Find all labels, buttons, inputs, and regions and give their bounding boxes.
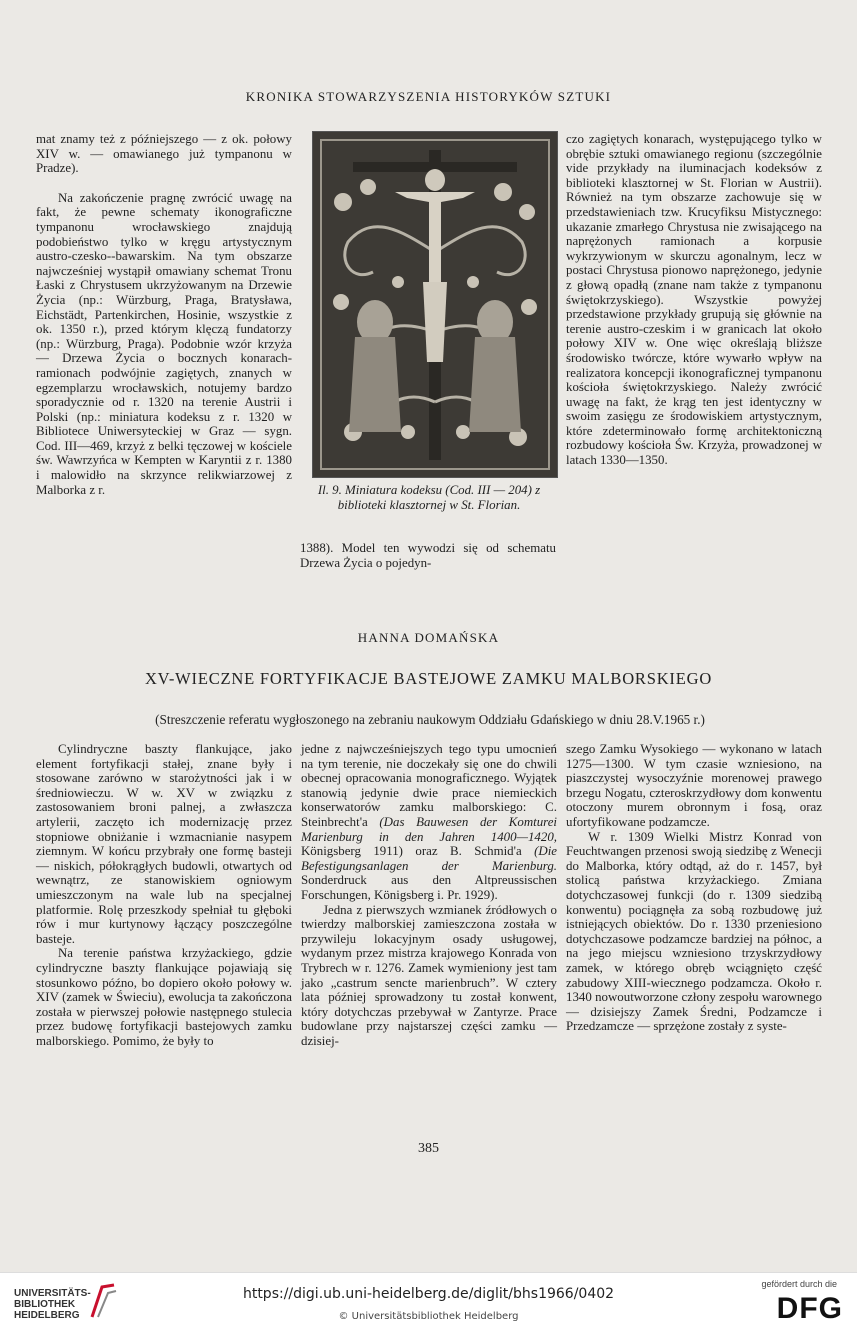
paragraph: Cylindryczne baszty flankujące, jako element fortyfikacji stałej, znane były i stosowane zarówno w starożytności jak i w średniowieczu. W w. XV w związku z zastosowaniem broni palnej, a zwłaszcza artylerii, zaczęto ich modernizację przez stopniowe obniżanie i wzmacnianie nasypem ziemnym. W końcu przybrały one formę basteji — niskich, półokrągłych budowli, otwartych od wewnątrz, ze stanowiskiem ogniowym umieszczonym na wale lub na specjalnej platformie. Rolę przeszkody spełniał tu głęboki rów i mur kurtynowy łączący poszczególne basteje. [36, 742, 292, 946]
copyright-notice: © Universitätsbibliothek Heidelberg [338, 1311, 519, 1322]
viewer-footer [0, 1272, 857, 1335]
figure-caption: Il. 9. Miniatura kodeksu (Cod. III — 204) z biblioteki klasztornej w St. Florian. [317, 483, 541, 512]
text-run: jedne z najwcześniejszych tego typu umocnień na tym terenie, nie doczekały się one do chwili obecnej opracowania monograficznego. Wyjątek stanowią jedynie dwie prace niemieckich konserwatorów zamku malborskiego: C. Steinbrecht'a [301, 742, 557, 829]
paragraph: Na zakończenie pragnę zwrócić uwagę na fakt, że pewne schematy ikonograficzne tympanonu wrocławskiego znajdują podobieństwo tylko w kręgu artystycznym austro-czesko--bawarskim. Na tym obszarze najwcześniej wystąpił omawiany schemat Tronu Łaski z Chrystusem ukrzyżowanym na Drzewie Życia (np.: Würzburg, Praga, Bratysława, Eichstädt, Partenkirchen, Hosinie, wszystkie z ok. 1350 r.), przed którym klęczą fundatorzy (np.: Würzburg, Praga). Podobnie wzór krzyża — Drzewa Życia o bocznych konarach-ramionach podwójnie zagiętych, znanych w egzemplarzu wrocławskich, notujemy bardzo sporadycznie od r. 1320 na terenie Austrii i Polski (np.: miniatura kodeksu z r. 1320 w Bibliotece Uniwersyteckiej w Graz — sygn. Cod. III—469, krzyż z belki tęczowej w kościele św. Wawrzyńca w Kempten w Karyntii z r. 1380 i malowidło na skrzynce relikwiarzowej z Malborka z r. [36, 190, 292, 497]
citation-title: (Das Bauwesen der Komturei Marienburg in den Jahren 1400—1420, [301, 814, 558, 844]
paragraph: szego Zamku Wysokiego — wykonano w latach 1275—1300. W tym czasie wzniesiono, na piaszczystej wysoczyźnie morenowej prawego brzegu Nogatu, czteroskrzydłowy dom konwentu otoczony murem obronnym i fosą, oraz ufortyfikowane podzamcze. [566, 742, 822, 829]
miniature-illustration [312, 131, 558, 478]
paragraph: Jedna z pierwszych wzmianek źródłowych o twierdzy malborskiej zamieszczona została w przywileju lokacyjnym osady usługowej, wydanym przez mistrza krajowego Konrada von Trybrech w r. 1276. Zamek wymieniony jest tam jako „castrum sencte marienbruch”. W cztery lata później sprowadzony tu został konwent, który dotychczas przebywał w Zantyrze. Prace budowlane przy najstarszej części zamku — dzisiej- [301, 902, 557, 1048]
article-author: HANNA DOMAŃSKA [357, 630, 500, 645]
article-column-3 [566, 742, 822, 1034]
article-column-1 [36, 742, 292, 1048]
paragraph: mat znamy też z późniejszego — z ok. połowy XIV w. — omawianego już tympanonu w Pradze). [36, 132, 292, 176]
text-run: Sonderdruck aus den Altpreussischen Forschungen, Königsberg i. Pr. 1929). [301, 873, 557, 902]
logo-line: UNIVERSITÄTS- [14, 1288, 91, 1299]
top-middle-bottom-text [300, 541, 556, 570]
citation-title: (Die Befestigungsanlagen der Marienburg. [301, 844, 557, 873]
funding-label: gefördert durch die [761, 1279, 837, 1289]
paragraph: 1388). Model ten wywodzi się od schematu Drzewa Życia o pojedyn- [300, 541, 556, 570]
dfg-logo[interactable]: DFG [776, 1292, 843, 1325]
page-number: 385 [418, 1141, 439, 1156]
article-title: XV-WIECZNE FORTYFIKACJE BASTEJOWE ZAMKU MALBORSKIEGO [144, 669, 713, 688]
paragraph: czo zagiętych konarach, występującego tylko w obrębie sztuki omawianego regionu (szczególnie vide przykłady na iluminacjach kodeksów z biblioteki klasztornej w St. Florian w Austrii). Również na tym obszarze zachowuje się w przedstawieniach tzw. Krucyfiksu Mistycznego: ukazanie zmarłego Chrystusa nie zwisającego na naprężonych ramionach a korpusie wykrzywionym w skurczu agonalnym, lecz w postaci Chrystusa pionowo naprężonego, jedynie z głową opadłą (znane nam także z tympanonu świętokrzyskiego). Wszystkie powyżej przedstawione przykłady grupują się głównie na terenie austro-czeskim i w granicach lat około połowy XIV w. One więc określają bliższe środowisko twórcze, które wywarło wpływ na realizatora koncepcji ikonograficznej tympanonu kościoła świętokrzyskiego. Należy zwrócić uwagę na fakt, że krąg ten jest identyczny w swoim zasięgu ze środowiskiem artystycznym, które zdeterminowało formę architektoniczną rozbudowy kościoła Św. Krzyża, prowadzonej w latach 1330—1350. [566, 132, 822, 468]
running-head: KRONIKA STOWARZYSZENIA HISTORYKÓW SZTUKI [245, 89, 612, 104]
logo-line: HEIDELBERG [14, 1310, 80, 1321]
summary-note: (Streszczenie referatu wygłoszonego na zebraniu naukowym Oddziału Gdańskiego w dniu 28.V.1965 r.) [155, 712, 705, 727]
permalink-url[interactable]: https://digi.ub.uni-heidelberg.de/diglit/bhs1966/0402 [242, 1286, 615, 1302]
text-run: Königsberg 1911) oraz B. Schmid'a [301, 844, 535, 859]
paragraph [301, 742, 557, 903]
top-right-column [566, 132, 822, 468]
crucifixion-tree-of-life-image [313, 132, 557, 477]
paragraph: W r. 1309 Wielki Mistrz Konrad von Feuchtwangen przenosi swoją siedzibę z Wenecji do Malborka, który odtąd, aż do r. 1457, był stolicą państwa krzyżackiego. Zmiana dotychczasowej funkcji (do r. 1309 siedzibą konwentu) pociągnęła za sobą rozbudowę już istniejących obiektów. Do r. 1330 przeniesiono dotychczasowe podzamcze bardziej na północ, a na jego miejscu wzniesiono trzyskrzydłowy zamek, w którego obręb wciągnięto część zabudowy XIII-wiecznego podzamcza. Około r. 1340 nowoutworzone człony zespołu warownego — dzisiejszy Zamek Średni, Podzamcze i Przedzamcze — sprzężone zostały z syste- [566, 829, 822, 1034]
paragraph: Na terenie państwa krzyżackiego, gdzie cylindryczne baszty flankujące pojawiają się stosunkowo późno, bo dopiero około połowy w. XIV (zamek w Świeciu), ewolucja ta zakończona została w pierwszej połowie następnego stulecia przez budowę fortyfikacji bastejowych zamku malborskiego. Pomimo, że były to [36, 946, 292, 1048]
top-left-column [36, 132, 292, 497]
article-column-2 [301, 742, 557, 1048]
logo-line: BIBLIOTHEK [14, 1299, 76, 1310]
